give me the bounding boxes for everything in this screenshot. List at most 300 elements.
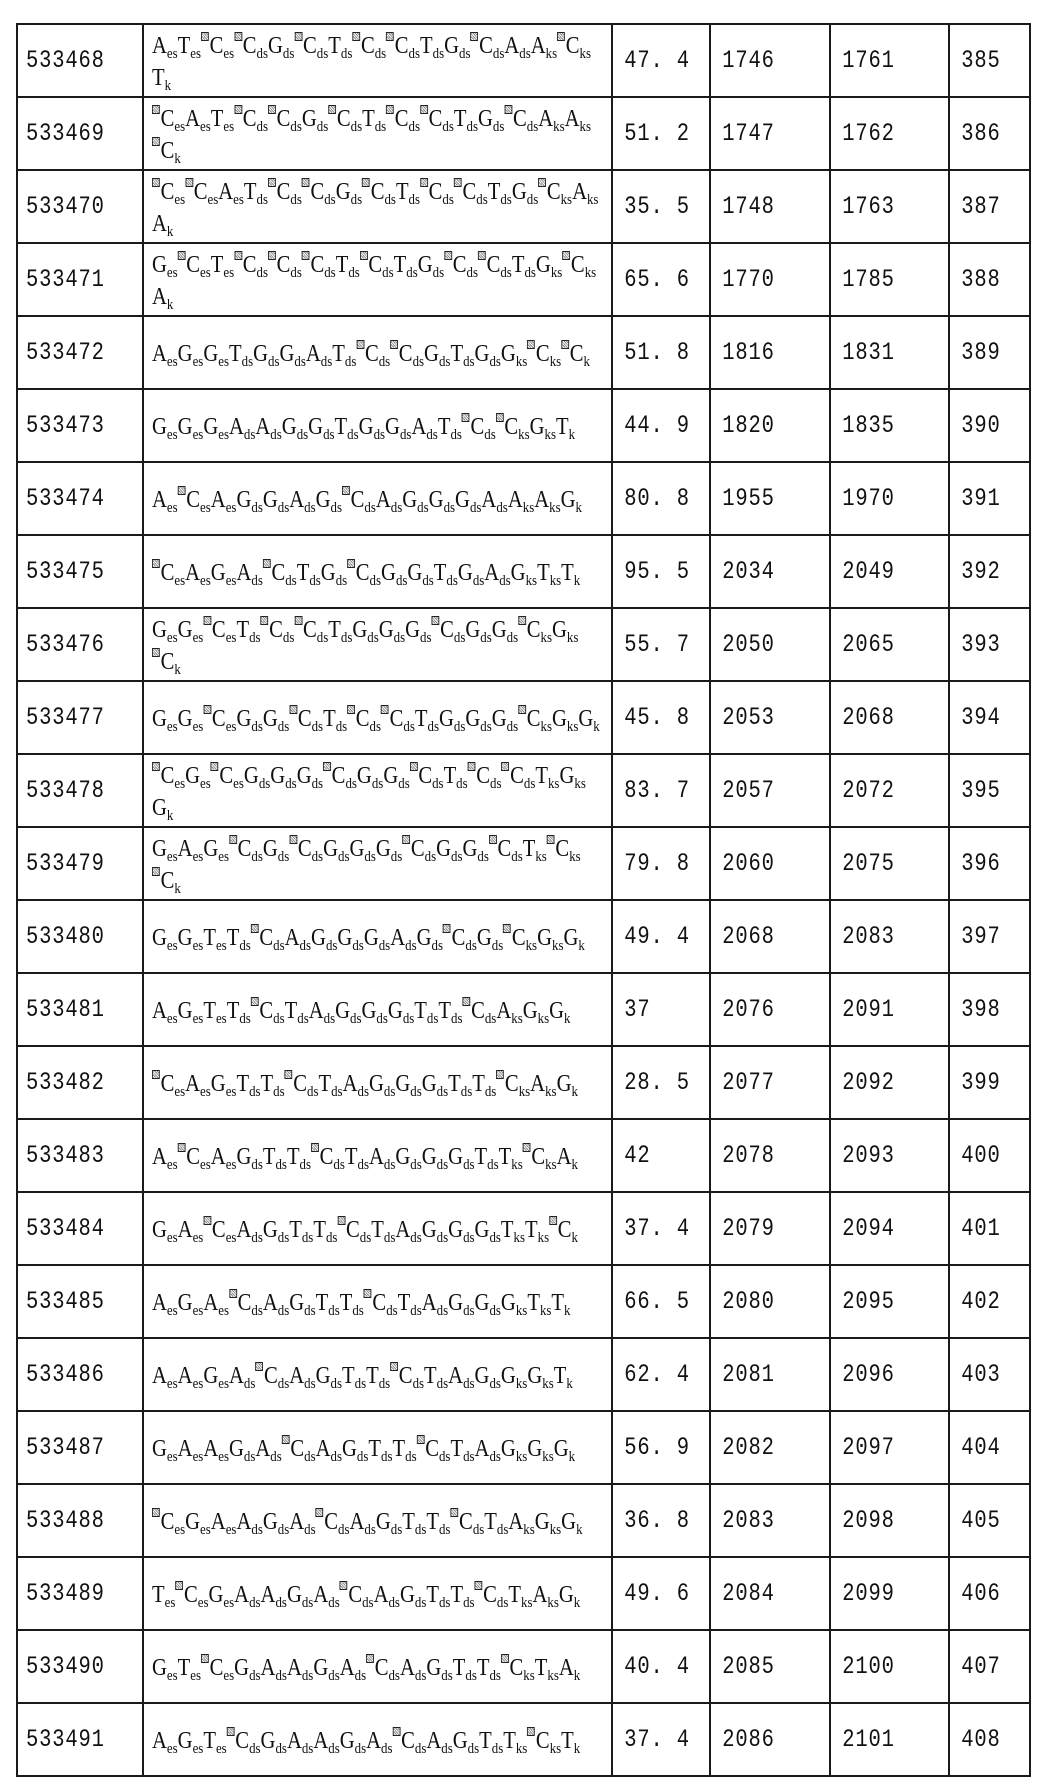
- nucleotide: [410, 762, 444, 792]
- modification-subscript: ds: [304, 1448, 316, 1465]
- modification-subscript: ds: [466, 264, 478, 281]
- nucleotide: [364, 1289, 398, 1319]
- modification-subscript: ds: [424, 848, 437, 865]
- nucleotide: [177, 705, 204, 735]
- base: C: [183, 1581, 198, 1608]
- modification-subscript: ds: [249, 1740, 261, 1757]
- nucleotide: [262, 1508, 290, 1538]
- modification-subscript: ds: [480, 629, 492, 646]
- base: T: [508, 1581, 522, 1608]
- nucleotide: [152, 251, 178, 281]
- base: A: [411, 413, 427, 440]
- modification-subscript: ds: [410, 1229, 422, 1246]
- methyl-marker-icon: [229, 1289, 237, 1298]
- modification-subscript: ds: [378, 937, 391, 954]
- base: T: [177, 1654, 191, 1681]
- base: G: [455, 486, 470, 513]
- modification-subscript: ds: [426, 1010, 439, 1027]
- sequence-cell: [143, 389, 612, 462]
- modification-subscript: ds: [299, 1156, 312, 1173]
- methyl-marker-icon: [410, 762, 418, 771]
- base: A: [504, 32, 520, 59]
- modification-subscript: ks: [549, 1521, 562, 1538]
- modification-subscript: ds: [489, 353, 501, 370]
- methyl-marker-icon: [328, 105, 336, 114]
- modification-subscript: ds: [412, 1375, 425, 1392]
- nucleotide: [366, 1362, 391, 1392]
- modification-subscript: k: [564, 1010, 571, 1027]
- nucleotide: [522, 835, 547, 865]
- modification-subscript: ds: [345, 775, 357, 792]
- base: T: [452, 1654, 466, 1681]
- nucleotide: [352, 616, 379, 646]
- modification-subscript: ds: [324, 264, 336, 281]
- nucleotide: [311, 1143, 345, 1173]
- nucleotide: [443, 924, 477, 954]
- stop-site-cell: 2096: [830, 1338, 928, 1411]
- start-site-cell: 2080: [710, 1265, 808, 1338]
- modification-subscript: es: [166, 718, 178, 735]
- nucleotide: [561, 1508, 583, 1538]
- nucleotide: [251, 997, 285, 1027]
- base: T: [522, 835, 536, 862]
- modification-subscript: k: [164, 77, 172, 94]
- table-row: [17, 170, 1030, 243]
- nucleotide: [315, 486, 343, 516]
- seq-id-cell: 390: [949, 389, 1015, 462]
- base: G: [527, 1362, 543, 1389]
- nucleotide: [227, 1727, 261, 1757]
- modification-subscript: ds: [432, 264, 445, 281]
- modification-subscript: ds: [296, 426, 309, 443]
- table-body: [17, 24, 1030, 1776]
- nucleotide: [375, 486, 403, 516]
- base: G: [243, 762, 259, 789]
- modification-subscript: ks: [544, 426, 557, 443]
- base: A: [308, 997, 324, 1024]
- base: C: [209, 32, 224, 59]
- base: G: [152, 413, 167, 440]
- base: T: [511, 251, 525, 278]
- modification-subscript: ds: [410, 1302, 422, 1319]
- nucleotide: [152, 762, 186, 792]
- methyl-marker-icon: [337, 1216, 345, 1225]
- base: A: [152, 1143, 167, 1170]
- methyl-marker-icon: [152, 559, 160, 568]
- modification-subscript: ds: [469, 499, 482, 516]
- modification-subscript: ds: [441, 1740, 453, 1757]
- base: C: [259, 924, 274, 951]
- modification-subscript: ds: [282, 629, 295, 646]
- isis-number-cell: 533487: [17, 1411, 120, 1484]
- base: G: [395, 1143, 411, 1170]
- base: C: [355, 705, 370, 732]
- nucleotide: [532, 1581, 559, 1611]
- nucleotide: [383, 762, 410, 792]
- nucleotide: [527, 1727, 562, 1757]
- base: G: [448, 1143, 464, 1170]
- methyl-marker-icon: [234, 105, 242, 114]
- modification-subscript: ds: [352, 937, 364, 954]
- nucleotide: [340, 1581, 374, 1611]
- base: G: [313, 1654, 329, 1681]
- modification-subscript: ds: [330, 1448, 343, 1465]
- sequence-cell: [143, 316, 612, 389]
- sequence-cell: [143, 900, 612, 973]
- base: G: [177, 616, 193, 643]
- nucleotide: [378, 616, 406, 646]
- nucleotide: [308, 413, 335, 443]
- base: A: [185, 105, 201, 132]
- nucleotide: [226, 924, 251, 954]
- base: C: [237, 1289, 252, 1316]
- modification-subscript: ds: [273, 937, 285, 954]
- base: C: [211, 616, 226, 643]
- methyl-marker-icon: [227, 1727, 235, 1736]
- base: C: [504, 1070, 519, 1097]
- modification-subscript: ds: [463, 1375, 475, 1392]
- base: G: [457, 559, 473, 586]
- methyl-marker-icon: [562, 251, 570, 260]
- nucleotide: [236, 1143, 263, 1173]
- modification-subscript: ds: [480, 718, 492, 735]
- nucleotide: [268, 251, 302, 281]
- nucleotide: [368, 1435, 393, 1465]
- base: A: [203, 1289, 219, 1316]
- base: A: [260, 1654, 276, 1681]
- modification-subscript: ds: [335, 718, 348, 735]
- base: A: [177, 835, 193, 862]
- modification-subscript: ds: [340, 629, 353, 646]
- nucleotide: [432, 616, 466, 646]
- nucleotide: [313, 1727, 340, 1757]
- base: T: [328, 616, 341, 643]
- modification-subscript: ds: [350, 118, 363, 135]
- base: G: [491, 705, 507, 732]
- base: C: [364, 340, 379, 367]
- sequence-text: [152, 833, 604, 897]
- nucleotide: [152, 835, 178, 865]
- base: T: [426, 1581, 439, 1608]
- base: G: [311, 924, 326, 951]
- modification-subscript: ds: [277, 848, 290, 865]
- base: T: [236, 616, 250, 643]
- nucleotide: [474, 1216, 501, 1246]
- start-site-cell: 2082: [710, 1411, 808, 1484]
- modification-subscript: ds: [388, 1594, 400, 1611]
- base: A: [530, 1070, 546, 1097]
- modification-subscript: es: [215, 937, 227, 954]
- modification-subscript: ds: [378, 353, 391, 370]
- isis-number-cell: 533488: [17, 1484, 120, 1557]
- isis-number-cell: 533469: [17, 97, 120, 170]
- base: T: [453, 105, 467, 132]
- modification-subscript: ds: [438, 1594, 451, 1611]
- base: G: [337, 924, 353, 951]
- nucleotide: [152, 1216, 178, 1246]
- percent-inhibition-cell: 80. 8: [612, 462, 692, 535]
- base: G: [474, 1362, 490, 1389]
- base: T: [438, 997, 452, 1024]
- base: T: [339, 1289, 353, 1316]
- nucleotide: [361, 997, 388, 1027]
- base: A: [572, 178, 587, 205]
- nucleotide: [563, 924, 585, 954]
- base: A: [342, 1070, 358, 1097]
- base: C: [242, 105, 257, 132]
- nucleotide: [510, 559, 538, 589]
- methyl-marker-icon: [386, 32, 394, 41]
- seq-id-cell: 406: [949, 1557, 1015, 1630]
- start-site-cell: 2060: [710, 827, 808, 900]
- stop-site-cell: 2100: [830, 1630, 928, 1703]
- modification-subscript: ds: [406, 264, 418, 281]
- base: T: [527, 1289, 540, 1316]
- nucleotide: [558, 1581, 581, 1611]
- modification-subscript: ds: [403, 718, 415, 735]
- sequence-cell: [143, 1265, 612, 1338]
- nucleotide: [289, 486, 316, 516]
- nucleotide: [504, 105, 539, 135]
- nucleotide: [210, 251, 235, 281]
- nucleotide: [518, 705, 552, 735]
- sequence-text: [152, 249, 604, 313]
- base: C: [410, 835, 425, 862]
- base: A: [421, 1289, 437, 1316]
- modification-subscript: ks: [579, 118, 592, 135]
- nucleotide: [477, 105, 505, 135]
- start-site-cell: 1748: [710, 170, 808, 243]
- base: A: [399, 1654, 415, 1681]
- methyl-marker-icon: [234, 32, 242, 41]
- methyl-marker-icon: [501, 1654, 509, 1663]
- sequence-cell: [143, 535, 612, 608]
- base: C: [470, 413, 485, 440]
- modification-subscript: es: [225, 629, 237, 646]
- modification-subscript: ds: [496, 1521, 509, 1538]
- base: C: [535, 1727, 550, 1754]
- base: G: [268, 32, 283, 59]
- modification-subscript: ds: [408, 191, 421, 208]
- nucleotide: [453, 105, 478, 135]
- base: C: [242, 251, 257, 278]
- nucleotide: [386, 105, 421, 135]
- percent-inhibition-cell: 65. 6: [612, 243, 692, 316]
- modification-subscript: es: [166, 848, 178, 865]
- nucleotide: [417, 251, 445, 281]
- base: T: [484, 1508, 497, 1535]
- modification-subscript: es: [166, 45, 178, 62]
- start-site-cell: 1816: [710, 316, 808, 389]
- base: A: [556, 1143, 572, 1170]
- base: G: [421, 1143, 437, 1170]
- modification-subscript: es: [192, 1375, 204, 1392]
- nucleotide: [203, 1435, 229, 1465]
- nucleotide: [397, 1289, 422, 1319]
- start-site-cell: 2053: [710, 681, 808, 754]
- sequence-text: [152, 557, 604, 589]
- nucleotide: [387, 997, 415, 1027]
- base: C: [389, 705, 404, 732]
- methyl-marker-icon: [185, 178, 193, 187]
- methyl-marker-icon: [302, 178, 310, 187]
- sequence-text: [152, 338, 604, 370]
- modification-subscript: ds: [249, 629, 261, 646]
- modification-subscript: ds: [301, 1229, 314, 1246]
- nucleotide: [561, 559, 581, 589]
- nucleotide: [185, 762, 211, 792]
- base: A: [185, 1070, 201, 1097]
- isis-number-cell: 533468: [17, 24, 120, 97]
- modification-subscript: es: [192, 1302, 204, 1319]
- nucleotide: [556, 1070, 578, 1100]
- modification-subscript: ks: [518, 1083, 531, 1100]
- table-row: [17, 900, 1030, 973]
- modification-subscript: ks: [550, 264, 563, 281]
- modification-subscript: k: [571, 1083, 578, 1100]
- modification-subscript: ds: [330, 499, 343, 516]
- nucleotide: [414, 997, 439, 1027]
- base: G: [465, 616, 481, 643]
- modification-subscript: ds: [463, 1594, 475, 1611]
- base: T: [397, 1289, 411, 1316]
- modification-subscript: ds: [374, 118, 387, 135]
- nucleotide: [152, 1654, 178, 1684]
- sequence-text: [152, 30, 604, 94]
- nucleotide: [263, 559, 297, 589]
- modification-subscript: k: [174, 880, 181, 897]
- nucleotide: [177, 1289, 204, 1319]
- base: C: [302, 32, 317, 59]
- base: T: [342, 1362, 355, 1389]
- nucleotide: [175, 1581, 209, 1611]
- base: C: [160, 867, 175, 894]
- base: T: [472, 1070, 485, 1097]
- base: G: [262, 835, 278, 862]
- modification-subscript: ds: [323, 426, 335, 443]
- nucleotide: [339, 1727, 367, 1757]
- base: G: [462, 835, 478, 862]
- modification-subscript: ds: [309, 572, 321, 589]
- isis-number-cell: 533473: [17, 389, 120, 462]
- modification-subscript: ks: [535, 848, 547, 865]
- modification-subscript: ds: [526, 191, 539, 208]
- stop-site-cell: 2094: [830, 1192, 928, 1265]
- modification-subscript: es: [192, 426, 204, 443]
- modification-subscript: ks: [549, 1740, 562, 1757]
- sequence-text: [152, 1214, 604, 1246]
- nucleotide: [416, 924, 443, 954]
- base: G: [152, 924, 167, 951]
- base: G: [381, 559, 396, 586]
- modification-subscript: ds: [256, 118, 269, 135]
- modification-subscript: ds: [408, 118, 421, 135]
- base: A: [262, 1289, 278, 1316]
- modification-subscript: ds: [369, 572, 382, 589]
- modification-subscript: es: [218, 353, 229, 370]
- nucleotide: [366, 1727, 393, 1757]
- percent-inhibition-cell: 95. 5: [612, 535, 692, 608]
- isis-number-cell: 533483: [17, 1119, 120, 1192]
- modification-subscript: ds: [492, 45, 505, 62]
- nucleotide: [177, 1362, 204, 1392]
- base: A: [339, 1654, 355, 1681]
- nucleotide: [152, 648, 181, 678]
- sequence-text: [152, 1652, 604, 1684]
- base: C: [483, 1581, 497, 1608]
- modification-subscript: es: [192, 629, 204, 646]
- nucleotide: [203, 1289, 229, 1319]
- modification-subscript: es: [218, 1302, 229, 1319]
- modification-subscript: ks: [547, 1667, 559, 1684]
- base: G: [315, 1362, 331, 1389]
- base: T: [226, 924, 240, 951]
- nucleotide: [468, 762, 502, 792]
- nucleotide: [481, 486, 508, 516]
- base: G: [236, 705, 252, 732]
- nucleotide: [177, 32, 202, 62]
- base: G: [152, 1216, 167, 1243]
- stop-site-cell: 2101: [830, 1703, 928, 1776]
- table-row: [17, 243, 1030, 316]
- modification-subscript: ks: [545, 45, 558, 62]
- nucleotide: [478, 251, 512, 281]
- modification-subscript: ks: [545, 1083, 557, 1100]
- modification-subscript: es: [192, 1010, 204, 1027]
- modification-subscript: ds: [499, 572, 511, 589]
- base: T: [534, 1654, 548, 1681]
- modification-subscript: ds: [456, 775, 468, 792]
- modification-subscript: es: [164, 1594, 176, 1611]
- modification-subscript: ds: [273, 1010, 285, 1027]
- nucleotide: [390, 924, 417, 954]
- base: A: [558, 1654, 574, 1681]
- modification-subscript: es: [218, 1375, 229, 1392]
- methyl-marker-icon: [347, 559, 355, 568]
- modification-subscript: es: [215, 1740, 227, 1757]
- nucleotide: [289, 1508, 316, 1538]
- methyl-marker-icon: [390, 1362, 398, 1371]
- nucleotide: [496, 413, 530, 443]
- nucleotide: [289, 1216, 314, 1246]
- isis-number-cell: 533491: [17, 1703, 120, 1776]
- base: C: [160, 1070, 175, 1097]
- nucleotide: [234, 1581, 261, 1611]
- modification-subscript: ds: [496, 1594, 509, 1611]
- base: T: [392, 1435, 406, 1462]
- base: C: [486, 251, 501, 278]
- nucleotide: [556, 1143, 578, 1173]
- sequence-cell: [143, 1484, 612, 1557]
- isis-number-cell: 533476: [17, 608, 120, 681]
- modification-subscript: ds: [436, 1229, 449, 1246]
- nucleotide: [262, 835, 290, 865]
- base: T: [371, 1216, 384, 1243]
- base: T: [420, 32, 433, 59]
- methyl-marker-icon: [444, 251, 452, 260]
- sequence-cell: [143, 1411, 612, 1484]
- nucleotide: [236, 1216, 263, 1246]
- modification-subscript: es: [174, 1521, 186, 1538]
- nucleotide: [395, 1070, 422, 1100]
- base: C: [398, 340, 413, 367]
- methyl-marker-icon: [347, 705, 355, 714]
- sequence-cell: [143, 1046, 612, 1119]
- nucleotide: [313, 1216, 338, 1246]
- base: G: [448, 1289, 464, 1316]
- nucleotide: [328, 32, 353, 62]
- base: A: [218, 178, 234, 205]
